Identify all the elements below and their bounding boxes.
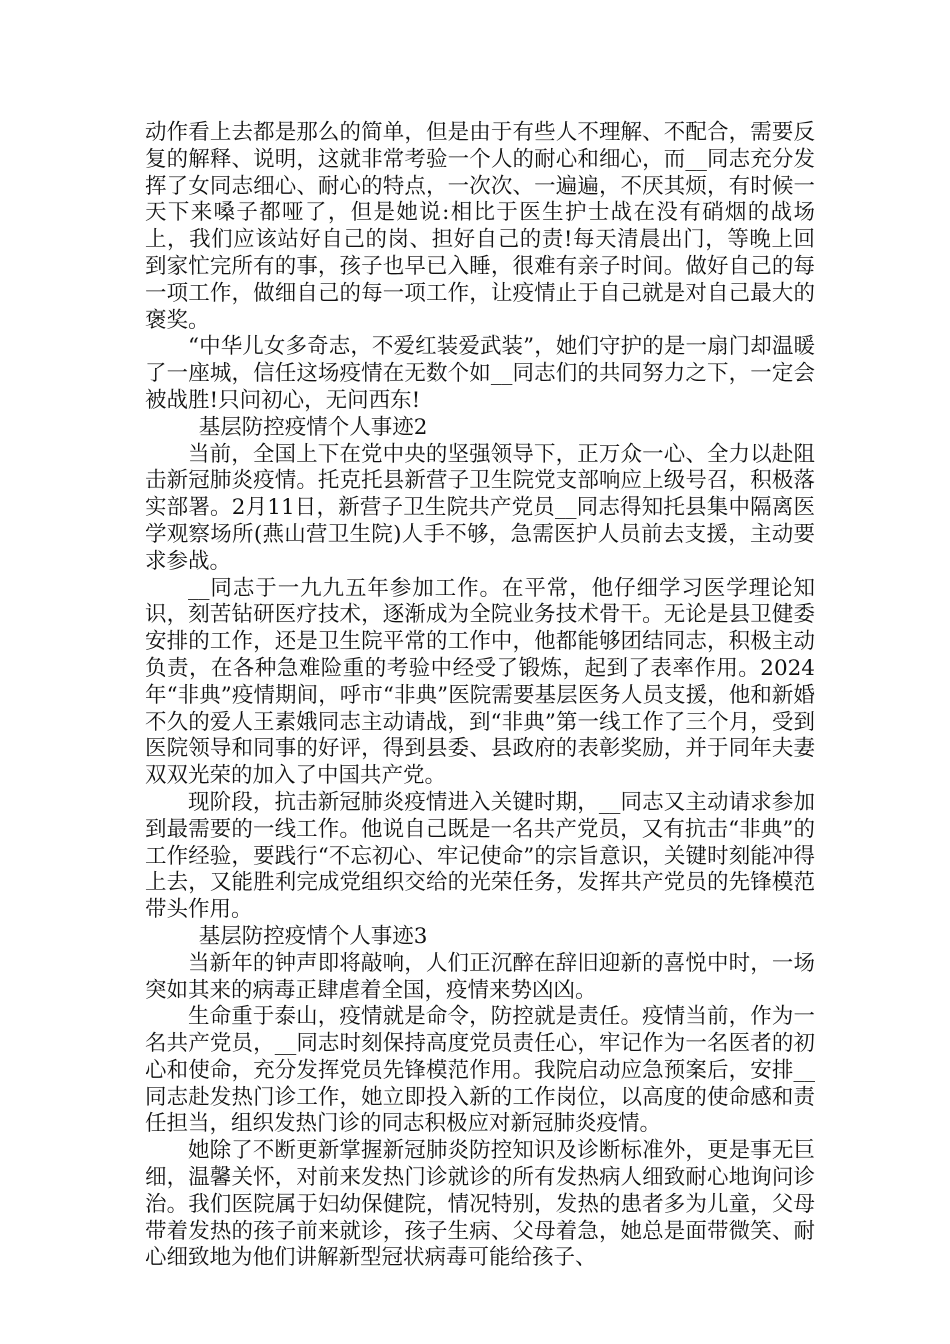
section-heading: 基层防控疫情个人事迹2 [198, 414, 428, 440]
paragraph: 她除了不断更新掌握新冠肺炎防控知识及诊断标准外，更是事无巨细，温馨关怀，对前来发热门诊就诊的所有发热病人细致耐心地询问诊治。我们医院属于妇幼保健院，情况特别，发热的患者多为儿童，父母带着发热的孩子前来就诊，孩子生病、父母着急，她总是面带微笑、耐心细致地为他们讲解新型冠状病毒可能给孩子、 [145, 1138, 815, 1271]
paragraph: __同志于一九九五年参加工作。在平常，他仔细学习医学理论知识，刻苦钻研医疗技术，逐渐成为全院业务技术骨干。无论是县卫健委安排的工作，还是卫生院平常的工作中，他都能够团结同志，积极主动负责，在各种急难险重的考验中经受了锻炼，起到了表率作用。2024年“非典”疫情期间，呼市“非典”医院需要基层医务人员支援，他和新婚不久的爱人王素娥同志主动请战，到“非典”第一线工作了三个月，受到医院领导和同事的好评，得到县委、县政府的表彰奖励，并于同年夫妻双双光荣的加入了中国共产党。 [145, 575, 815, 789]
paragraph: 生命重于泰山，疫情就是命令，防控就是责任。疫情当前，作为一名共产党员，__同志时刻保持高度党员责任心，牢记作为一名医者的初心和使命，充分发挥党员先锋模范作用。我院启动应急预案后，安排__同志赴发热门诊工作，她立即投入新的工作岗位，以高度的使命感和责任担当，组织发热门诊的同志积极应对新冠肺炎疫情。 [145, 1004, 815, 1137]
paragraph: 当前，全国上下在党中央的坚强领导下，正万众一心、全力以赴阻击新冠肺炎疫情。托克托县新营子卫生院党支部响应上级号召，积极落实部署。2月11日，新营子卫生院共产党员__同志得知托县集中隔离医学观察场所(燕山营卫生院)人手不够，急需医护人员前去支援，主动要求参战。 [145, 441, 815, 574]
paragraph-continuation: 动作看上去都是那么的简单，但是由于有些人不理解、不配合，需要反复的解释、说明，这就非常考验一个人的耐心和细心，而__同志充分发挥了女同志细心、耐心的特点，一次次、一遍遍，不厌其烦，有时候一天下来嗓子都哑了，但是她说:相比于医生护士战在没有硝烟的战场上，我们应该站好自己的岗、担好自己的责!每天清晨出门，等晚上回到家忙完所有的事，孩子也早已入睡，很难有亲子时间。做好自己的每一项工作，做细自己的每一项工作，让疫情止于自己就是对自己最大的褒奖。 [145, 120, 815, 333]
paragraph: 现阶段，抗击新冠肺炎疫情进入关键时期，__同志又主动请求参加到最需要的一线工作。他说自己既是一名共产党员，又有抗击“非典”的工作经验，要践行“不忘初心、牢记使命”的宗旨意识，关键时刻能冲得上去，又能胜利完成党组织交给的光荣任务，发挥共产党员的先锋模范带头作用。 [145, 789, 815, 923]
paragraph: 当新年的钟声即将敲响，人们正沉醉在辞旧迎新的喜悦中时，一场突如其来的病毒正肆虐着全国，疫情来势凶凶。 [145, 950, 815, 1003]
document-body [145, 120, 815, 1272]
paragraph: “中华儿女多奇志，不爱红装爱武装”，她们守护的是一扇门却温暖了一座城，信任这场疫情在无数个如__同志们的共同努力之下，一定会被战胜!只问初心，无问西东! [145, 334, 815, 413]
section-heading: 基层防控疫情个人事迹3 [198, 923, 428, 949]
